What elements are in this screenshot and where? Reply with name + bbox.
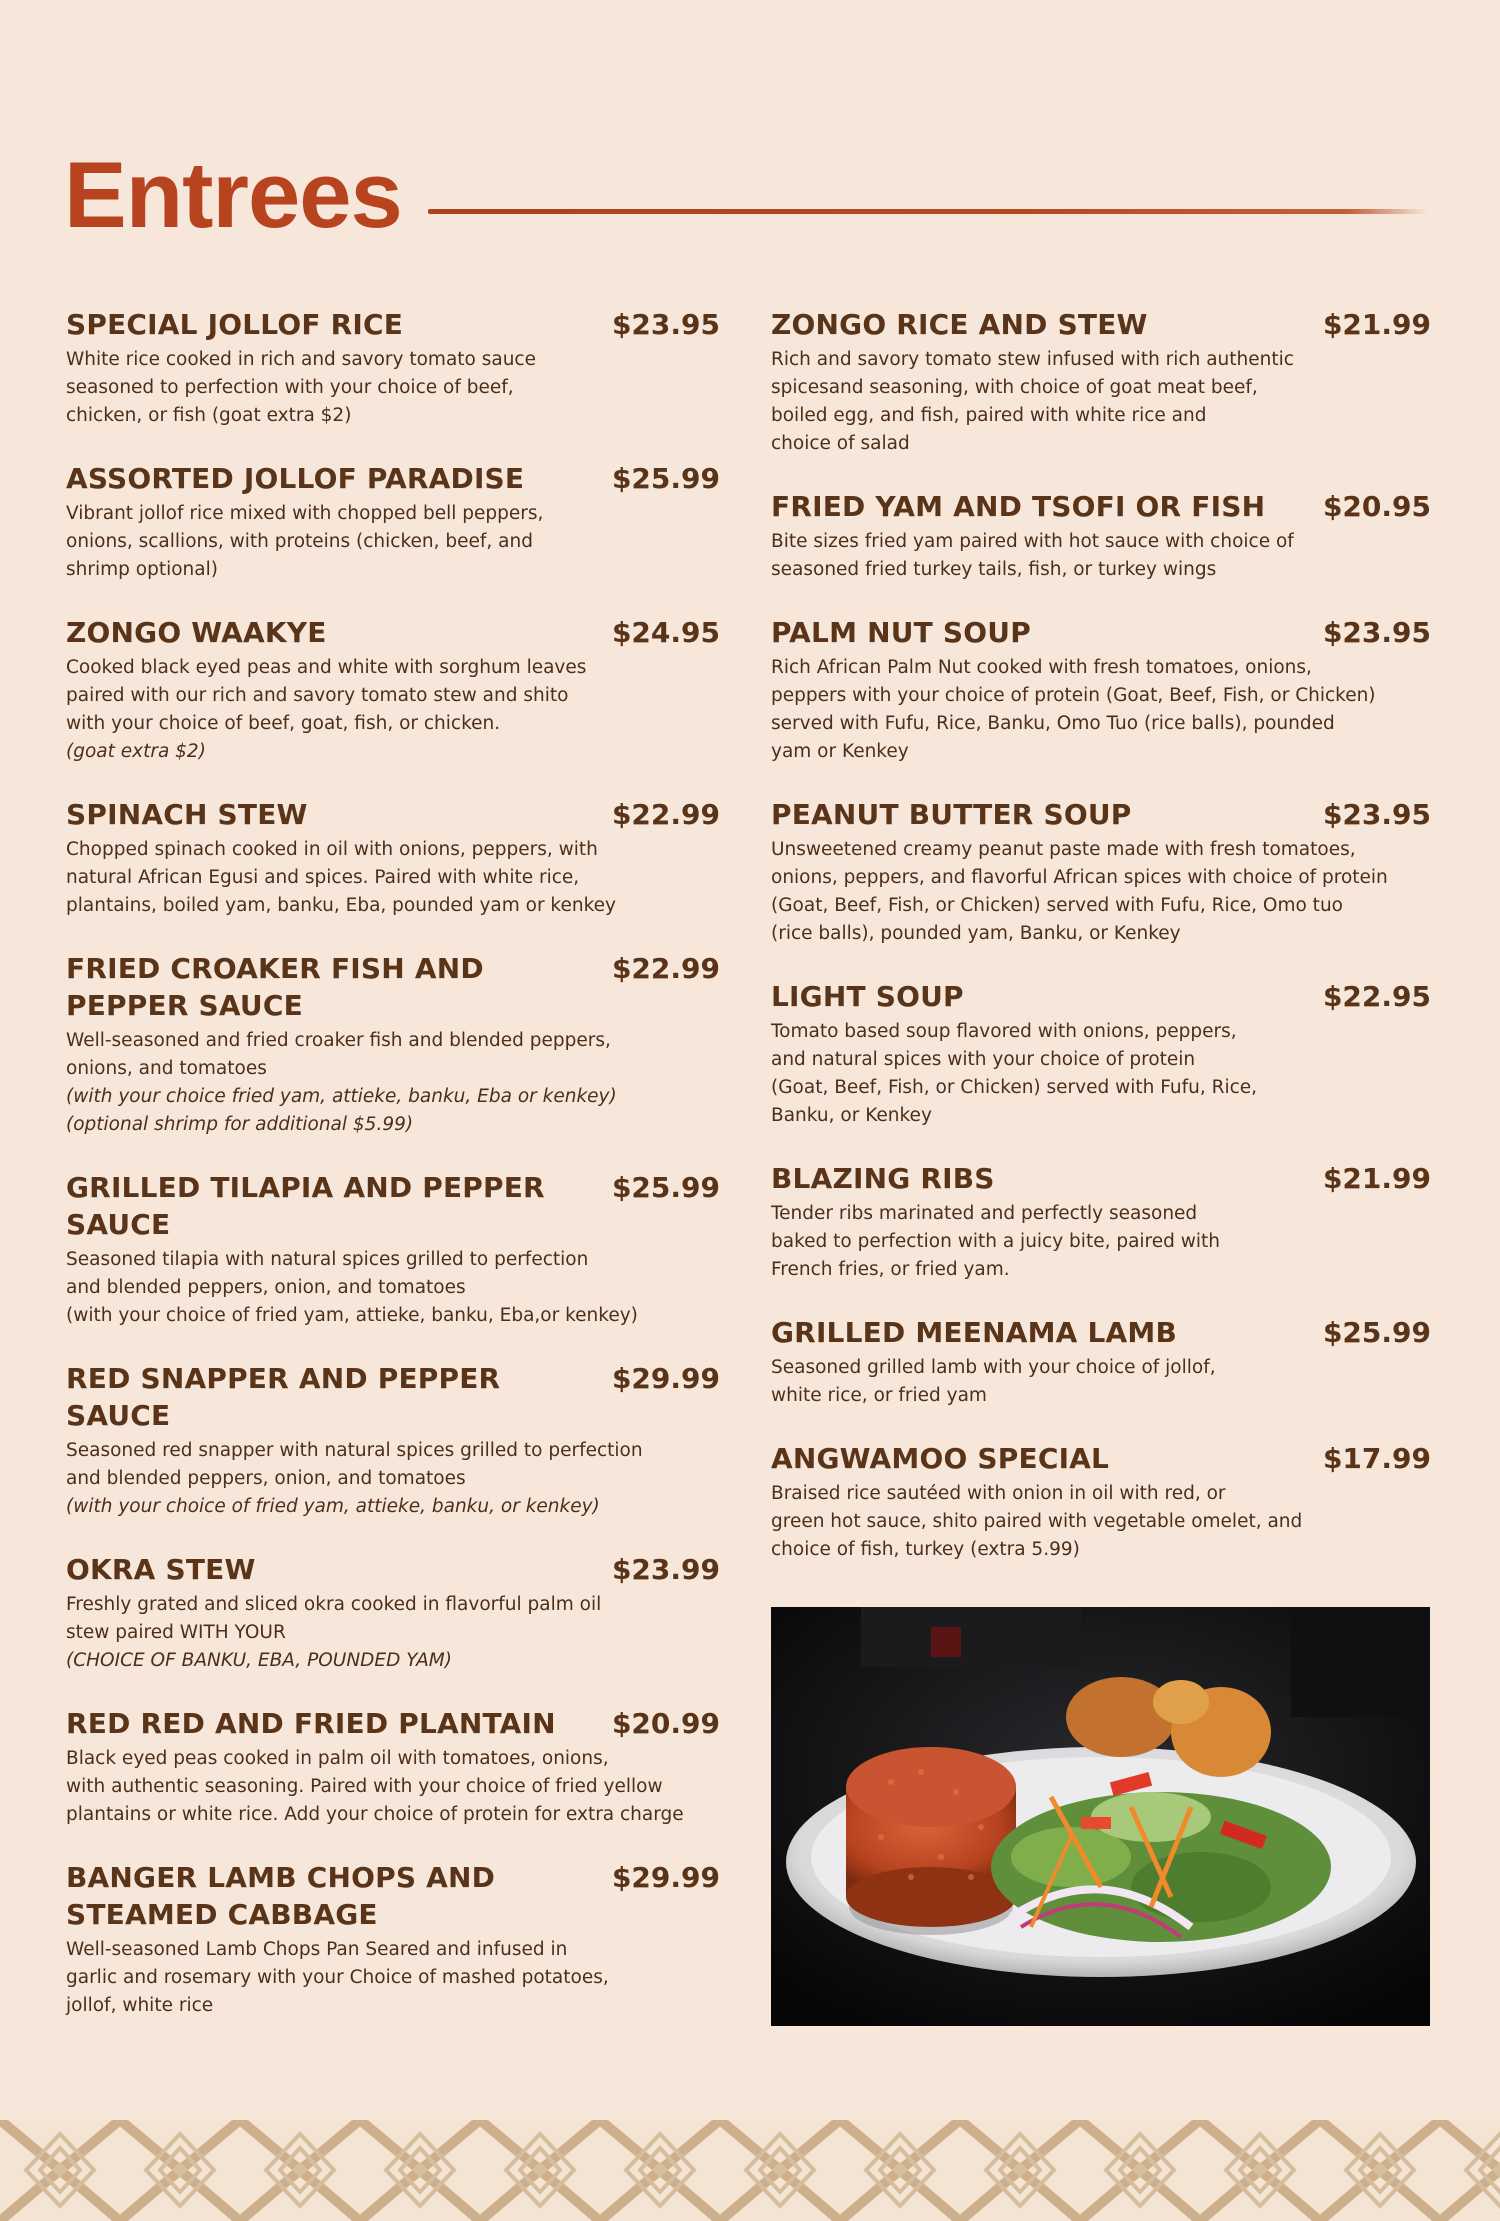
menu-item-red-snapper-and-pepper-sauce <box>66 1360 720 1521</box>
menu-item-description <box>66 1437 701 1521</box>
description-text: Seasoned tilapia with natural spices grilled to perfection and blended peppers, onion, and tomatoes (with your choice of fried yam, attieke, banku, Eba,or kenkey) <box>66 1249 638 1326</box>
menu-item-header <box>771 796 1431 833</box>
jollof-plate-image <box>771 1607 1430 2026</box>
menu-item-header <box>66 1551 720 1588</box>
menu-item-price: $20.95 <box>1322 490 1431 523</box>
menu-item-price: $23.95 <box>611 308 720 341</box>
menu-item-description <box>771 1354 1406 1410</box>
menu-item-zongo-waakye <box>66 614 720 766</box>
diamond-pattern-icon <box>0 2120 1500 2221</box>
menu-item-price: $29.99 <box>611 1362 720 1395</box>
description-text: Well-seasoned and fried croaker fish and blended peppers, onions, and tomatoes <box>66 1030 611 1079</box>
menu-item-red-red-and-fried-plantain <box>66 1705 720 1829</box>
menu-item-description <box>66 1027 701 1139</box>
menu-item-name: GRILLED TILAPIA AND PEPPER SAUCE <box>66 1171 545 1241</box>
menu-item-price: $22.99 <box>611 952 720 985</box>
menu-item-header <box>66 306 720 343</box>
menu-item-peanut-butter-soup <box>771 796 1431 948</box>
description-text: Bite sizes fried yam paired with hot sauce with choice of seasoned fried turkey tails, fish, or turkey wings <box>771 531 1294 580</box>
menu-item-name: ZONGO RICE AND STEW <box>771 308 1148 341</box>
menu-item-price: $22.95 <box>1322 980 1431 1013</box>
description-text: Seasoned red snapper with natural spices grilled to perfection and blended peppers, onion, and tomatoes <box>66 1440 643 1489</box>
menu-item-header <box>66 614 720 651</box>
menu-item-header <box>66 1859 720 1933</box>
menu-item-light-soup <box>771 978 1431 1130</box>
menu-item-name: LIGHT SOUP <box>771 980 964 1013</box>
menu-item-header <box>771 978 1431 1015</box>
menu-item-banger-lamb-chops-and-steamed-cabbage <box>66 1859 720 2020</box>
menu-item-name: RED SNAPPER AND PEPPER SAUCE <box>66 1362 501 1432</box>
menu-item-spinach-stew <box>66 796 720 920</box>
menu-item-name: SPECIAL JOLLOF RICE <box>66 308 404 341</box>
left-menu-column <box>66 306 720 2050</box>
menu-item-price: $25.99 <box>611 462 720 495</box>
menu-item-fried-croaker-fish-and-pepper-sauce <box>66 950 720 1139</box>
menu-item-header <box>771 488 1431 525</box>
menu-item-grilled-tilapia-and-pepper-sauce <box>66 1169 720 1330</box>
menu-item-header <box>66 796 720 833</box>
menu-item-header <box>771 1314 1431 1351</box>
menu-item-blazing-ribs <box>771 1160 1431 1284</box>
menu-item-name: PEANUT BUTTER SOUP <box>771 798 1132 831</box>
menu-item-description <box>66 500 701 584</box>
right-menu-column <box>771 306 1431 1594</box>
menu-item-name: PALM NUT SOUP <box>771 616 1031 649</box>
description-note: (goat extra $2) <box>66 741 206 762</box>
description-text: Seasoned grilled lamb with your choice of jollof, white rice, or fried yam <box>771 1357 1216 1406</box>
menu-item-header <box>66 950 720 1024</box>
decorative-pattern-border <box>0 2120 1500 2221</box>
title-divider <box>428 209 1428 214</box>
menu-item-price: $23.95 <box>1322 798 1431 831</box>
menu-item-name: SPINACH STEW <box>66 798 308 831</box>
menu-item-price: $17.99 <box>1322 1442 1431 1475</box>
menu-item-description <box>66 836 701 920</box>
menu-item-name: OKRA STEW <box>66 1553 256 1586</box>
menu-item-header <box>771 614 1431 651</box>
menu-item-price: $25.99 <box>611 1171 720 1204</box>
description-text: Chopped spinach cooked in oil with onions, peppers, with natural African Egusi and spices. Paired with white rice, plantains, boiled yam, banku, Eba, pounded yam or kenkey <box>66 839 616 916</box>
description-text: Tomato based soup flavored with onions, peppers, and natural spices with your choice of protein (Goat, Beef, Fish, or Chicken) served with Fufu, Rice, Banku, or Kenkey <box>771 1021 1258 1126</box>
menu-item-description <box>66 1745 701 1829</box>
menu-item-description <box>771 836 1406 948</box>
menu-item-zongo-rice-and-stew <box>771 306 1431 458</box>
menu-item-name: RED RED AND FRIED PLANTAIN <box>66 1707 556 1740</box>
menu-item-grilled-meenama-lamb <box>771 1314 1431 1410</box>
menu-item-okra-stew <box>66 1551 720 1675</box>
menu-item-price: $23.99 <box>611 1553 720 1586</box>
menu-item-price: $24.95 <box>611 616 720 649</box>
menu-item-header <box>771 1440 1431 1477</box>
food-photo <box>771 1607 1430 2026</box>
description-text: Braised rice sautéed with onion in oil with red, or green hot sauce, shito paired with vegetable omelet, and choice of fish, turkey (extra 5.99) <box>771 1483 1303 1560</box>
menu-item-assorted-jollof-paradise <box>66 460 720 584</box>
menu-item-description <box>66 1936 701 2020</box>
menu-item-name: ANGWAMOO SPECIAL <box>771 1442 1110 1475</box>
menu-item-price: $25.99 <box>1322 1316 1431 1349</box>
menu-item-description <box>66 1591 701 1675</box>
page-title: Entrees <box>64 142 402 247</box>
menu-item-name: ASSORTED JOLLOF PARADISE <box>66 462 525 495</box>
menu-item-palm-nut-soup <box>771 614 1431 766</box>
menu-item-name: BANGER LAMB CHOPS AND STEAMED CABBAGE <box>66 1861 496 1931</box>
menu-item-price: $20.99 <box>611 1707 720 1740</box>
menu-item-name: GRILLED MEENAMA LAMB <box>771 1316 1177 1349</box>
menu-item-description <box>771 528 1406 584</box>
description-text: Unsweetened creamy peanut paste made with fresh tomatoes, onions, peppers, and flavorful African spices with choice of protein (Goat, Beef, Fish, or Chicken) served with Fufu, Rice, Omo tuo (rice balls), pounded yam, Banku, or Kenkey <box>771 839 1388 944</box>
description-text: Rich and savory tomato stew infused with rich authentic spicesand seasoning, with choice of goat meat beef, boiled egg, and fish, paired with white rice and choice of salad <box>771 349 1294 454</box>
menu-item-description <box>771 654 1406 766</box>
menu-item-price: $23.95 <box>1322 616 1431 649</box>
description-text: Vibrant jollof rice mixed with chopped bell peppers, onions, scallions, with proteins (chicken, beef, and shrimp optional) <box>66 503 544 580</box>
description-text: White rice cooked in rich and savory tomato sauce seasoned to perfection with your choice of beef, chicken, or fish (goat extra $2) <box>66 349 536 426</box>
menu-item-fried-yam-and-tsofi-or-fish <box>771 488 1431 584</box>
menu-item-header <box>66 1360 720 1434</box>
description-note: (CHOICE OF BANKU, EBA, POUNDED YAM) <box>66 1650 452 1671</box>
menu-item-header <box>66 1169 720 1243</box>
description-note: (with your choice of fried yam, attieke, banku, or kenkey) <box>66 1496 600 1517</box>
menu-item-name: FRIED CROAKER FISH AND PEPPER SAUCE <box>66 952 484 1022</box>
menu-item-header <box>771 306 1431 343</box>
menu-item-header <box>771 1160 1431 1197</box>
description-text: Well-seasoned Lamb Chops Pan Seared and infused in garlic and rosemary with your Choice of mashed potatoes, jollof, white rice <box>66 1939 609 2016</box>
menu-item-description <box>66 1246 701 1330</box>
menu-item-name: FRIED YAM AND TSOFI OR FISH <box>771 490 1266 523</box>
menu-item-description <box>66 346 701 430</box>
description-text: Freshly grated and sliced okra cooked in flavorful palm oil stew paired WITH YOUR <box>66 1594 602 1643</box>
menu-item-header <box>66 1705 720 1742</box>
description-note: (with your choice fried yam, attieke, banku, Eba or kenkey) (optional shrimp for additional $5.99) <box>66 1086 617 1135</box>
menu-item-description <box>771 1200 1406 1284</box>
menu-item-name: BLAZING RIBS <box>771 1162 995 1195</box>
menu-item-special-jollof-rice <box>66 306 720 430</box>
menu-item-angwamoo-special <box>771 1440 1431 1564</box>
menu-item-price: $29.99 <box>611 1861 720 1894</box>
menu-item-description <box>66 654 701 766</box>
description-text: Tender ribs marinated and perfectly seasoned baked to perfection with a juicy bite, paired with French fries, or fried yam. <box>771 1203 1221 1280</box>
description-text: Rich African Palm Nut cooked with fresh tomatoes, onions, peppers with your choice of protein (Goat, Beef, Fish, or Chicken) served with Fufu, Rice, Banku, Omo Tuo (rice balls), pounded yam or Kenkey <box>771 657 1376 762</box>
menu-item-price: $21.99 <box>1322 1162 1431 1195</box>
menu-item-description <box>771 346 1406 458</box>
menu-item-description <box>771 1018 1406 1130</box>
menu-item-price: $22.99 <box>611 798 720 831</box>
menu-item-description <box>771 1480 1406 1564</box>
menu-item-header <box>66 460 720 497</box>
menu-item-name: ZONGO WAAKYE <box>66 616 327 649</box>
menu-item-price: $21.99 <box>1322 308 1431 341</box>
description-text: Cooked black eyed peas and white with sorghum leaves paired with our rich and savory tomato stew and shito with your choice of beef, goat, fish, or chicken. <box>66 657 587 734</box>
description-text: Black eyed peas cooked in palm oil with tomatoes, onions, with authentic seasoning. Paired with your choice of fried yellow plantains or white rice. Add your choice of protein for extra charge <box>66 1748 684 1825</box>
